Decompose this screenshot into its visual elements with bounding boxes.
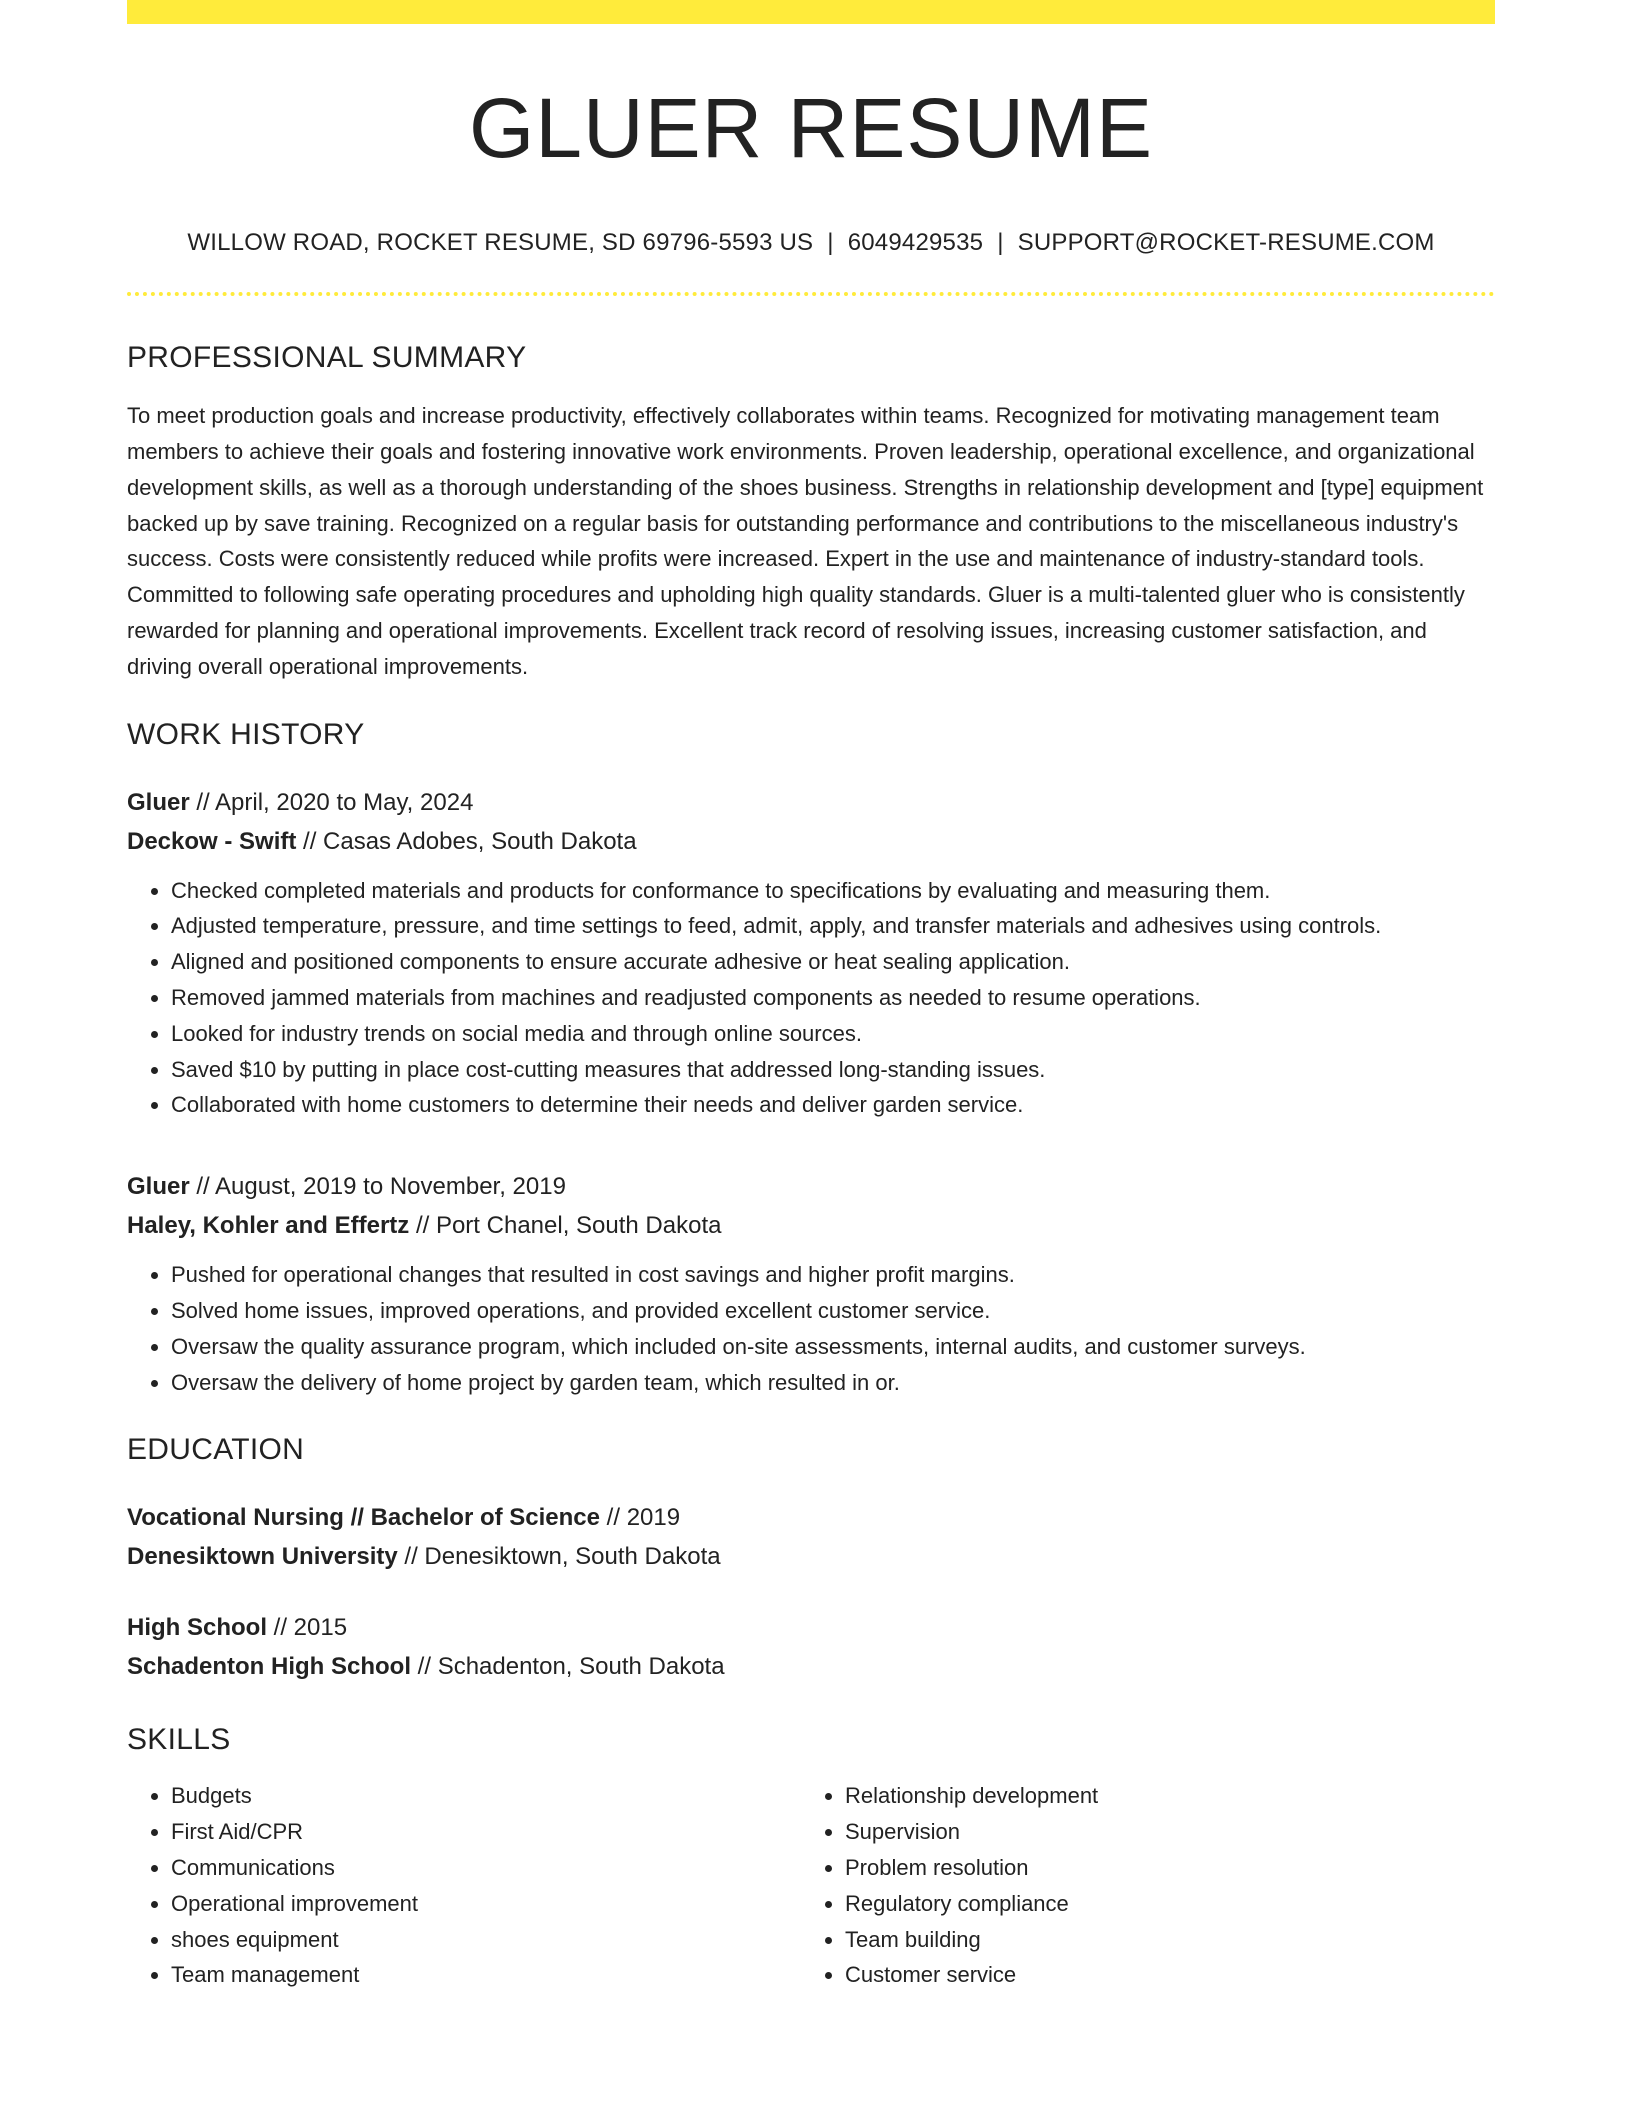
skill-item: • Operational improvement xyxy=(171,1886,801,1922)
job-bullet: • Oversaw the delivery of home project by garden team, which resulted in or. xyxy=(171,1365,1495,1401)
job-bullet: • Checked completed materials and products for conformance to specifications by evaluating and measuring them. xyxy=(171,873,1495,909)
job-bullet: • Saved $10 by putting in place cost-cutting measures that addressed long-standing issues. xyxy=(171,1052,1495,1088)
job-bullet: • Solved home issues, improved operations, and provided excellent customer service. xyxy=(171,1293,1495,1329)
job-company: Haley, Kohler and Effertz xyxy=(127,1212,410,1240)
job-title-line xyxy=(127,783,1495,822)
skill-item: • Problem resolution xyxy=(845,1850,1475,1886)
job-bullets xyxy=(127,873,1495,1124)
section-heading-education: EDUCATION xyxy=(127,1433,305,1467)
job-bullet: • Adjusted temperature, pressure, and time settings to feed, admit, apply, and transfer materials and adhesives using controls. xyxy=(171,908,1495,944)
section-heading-work: WORK HISTORY xyxy=(127,717,365,751)
job-bullet: • Removed jammed materials from machines and readjusted components as needed to resume operations. xyxy=(171,980,1495,1016)
education-degree-line xyxy=(127,1608,1495,1647)
dotted-divider xyxy=(127,292,1495,296)
job-bullets xyxy=(127,1257,1495,1400)
job-dates: // April, 2020 to May, 2024 xyxy=(189,788,474,816)
skills-list-left xyxy=(127,1778,801,1993)
job-title-line xyxy=(127,1167,1495,1206)
contact-email: SUPPORT@ROCKET-RESUME.COM xyxy=(1017,229,1435,257)
education-year: // 2019 xyxy=(600,1504,681,1532)
contact-separator: | xyxy=(827,229,834,257)
skill-item: • Supervision xyxy=(845,1814,1475,1850)
contact-phone: 6049429535 xyxy=(847,229,984,257)
section-heading-summary: PROFESSIONAL SUMMARY xyxy=(127,341,527,375)
skill-item: • Customer service xyxy=(845,1957,1475,1993)
resume-page xyxy=(127,0,1495,1993)
job-bullet: • Oversaw the quality assurance program, which included on-site assessments, internal audits, and customer surveys. xyxy=(171,1329,1495,1365)
skill-item: • Communications xyxy=(171,1850,801,1886)
job-location: // Casas Adobes, South Dakota xyxy=(296,827,637,855)
job-title: Gluer xyxy=(127,1173,190,1201)
skill-item: • First Aid/CPR xyxy=(171,1814,801,1850)
education-location: // Schadenton, South Dakota xyxy=(411,1653,725,1681)
skill-item: • Team management xyxy=(171,1957,801,1993)
contact-line xyxy=(127,229,1495,258)
job-dates: // August, 2019 to November, 2019 xyxy=(189,1173,566,1201)
education-section xyxy=(127,1432,1495,1686)
job-bullet: • Looked for industry trends on social media and through online sources. xyxy=(171,1016,1495,1052)
education-entry xyxy=(127,1608,1495,1686)
job-entry xyxy=(127,783,1495,1124)
education-year: // 2015 xyxy=(267,1614,348,1642)
work-history-section xyxy=(127,717,1495,1401)
job-company: Deckow - Swift xyxy=(127,827,297,855)
job-company-line xyxy=(127,1206,1495,1245)
job-title: Gluer xyxy=(127,788,190,816)
education-school-line xyxy=(127,1537,1495,1576)
skill-item: • Regulatory compliance xyxy=(845,1886,1475,1922)
skill-item: • Team building xyxy=(845,1922,1475,1958)
job-bullet: • Aligned and positioned components to ensure accurate adhesive or heat sealing application. xyxy=(171,944,1495,980)
contact-separator: | xyxy=(997,229,1004,257)
accent-top-bar xyxy=(127,0,1495,24)
education-degree: Vocational Nursing // Bachelor of Science xyxy=(127,1504,601,1532)
education-school: Schadenton High School xyxy=(127,1653,412,1681)
education-entry xyxy=(127,1498,1495,1576)
job-entry xyxy=(127,1167,1495,1400)
skills-list-right xyxy=(801,1778,1475,1993)
skills-section xyxy=(127,1722,1495,1993)
skill-item: • Budgets xyxy=(171,1778,801,1814)
summary-text: To meet production goals and increase productivity, effectively collaborates within teams. Recognized for motivating management team members to achieve their goals and fostering innovative work environments. Proven leadership, operational excellence, and organizational development skills, as well as a thorough understanding of the shoes business. Strengths in relationship development and [type] equipment backed up by save training. Recognized on a regular basis for outstanding performance and contributions to the miscellaneous industry's success. Costs were consistently reduced while profits were increased. Expert in the use and maintenance of industry-standard tools. Committed to following safe operating procedures and upholding high quality standards. Gluer is a multi-talented gluer who is consistently rewarded for planning and operational improvements. Excellent track record of resolving issues, increasing customer satisfaction, and driving overall operational improvements. xyxy=(127,403,1484,679)
skill-item: • shoes equipment xyxy=(171,1922,801,1958)
education-degree-line xyxy=(127,1498,1495,1537)
job-bullet: • Pushed for operational changes that resulted in cost savings and higher profit margins. xyxy=(171,1257,1495,1293)
skills-grid xyxy=(127,1778,1495,1993)
professional-summary-section xyxy=(127,340,1495,684)
skill-item: • Relationship development xyxy=(845,1778,1475,1814)
education-school-line xyxy=(127,1647,1495,1686)
contact-address: WILLOW ROAD, ROCKET RESUME, SD 69796-5593 US xyxy=(187,229,814,257)
job-bullet: • Collaborated with home customers to determine their needs and deliver garden service. xyxy=(171,1087,1495,1123)
resume-title: GLUER RESUME xyxy=(468,81,1154,175)
education-degree: High School xyxy=(127,1614,267,1642)
education-location: // Denesiktown, South Dakota xyxy=(397,1543,721,1571)
job-company-line xyxy=(127,822,1495,861)
education-school: Denesiktown University xyxy=(127,1543,398,1571)
section-heading-skills: SKILLS xyxy=(127,1723,231,1757)
job-location: // Port Chanel, South Dakota xyxy=(409,1212,722,1240)
